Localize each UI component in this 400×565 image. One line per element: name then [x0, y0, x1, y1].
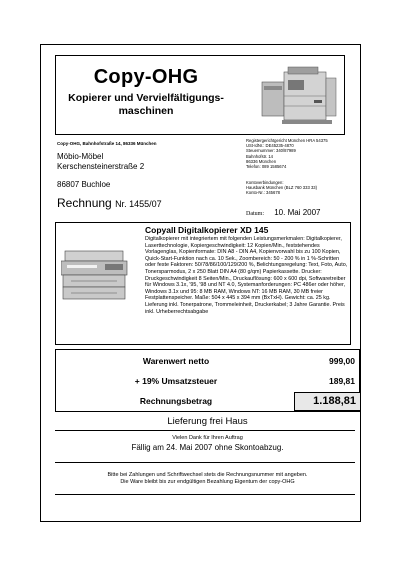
- product-description: Digitalkopierer mit integriertem mit folgenden Leistungsmerkmalen: Digitalkopierer, Laserttechnologie, Kopiergeschwindigkeit: 12 Kopien/Min., feststehendes Vorlagenglas, Kopienformate: DIN A8 - DIN A4, Kopienvorwahl bis zu 100 Kopien, Quick-Start-Funktion nach ca. 10 Sek., Zoombereich: 50 - 200 % in 1 %-Schritten oder feste Faktoren: 50/78/86/100/129/200 %, Belichtungsregelung: Text, Foto, Auto, Tonersparmodus, 2 x 250 Blatt DIN A4 (80 g/qm) Papierkassette. Drucker: Druckgeschwindigkeit 8 Seiten/Min., Druckauflösung: 600 x 600 dpi, Softwaretreiber für Windows 3.1x, '95, '98 und NT 4.0, Systemanforderungen: PC 486er oder höher, Windows 3.1x und 95: 8 MB RAM, Windows NT: 16 MB RAM, 30 MB freier Festplattenspeicher. Maße: 504 x 445 x 394 mm (BxTxH). Gewicht: ca. 25 kg. Lieferung inkl. Tonerpatrone, Trommeleinheit, Druckerkabel; 3 Jahre Garantie. Preis inkl. Urheberrechtsabgabe: [145, 236, 348, 315]
- payment-due: Fällig am 24. Mai 2007 ohne Skontoabzug.: [131, 443, 284, 452]
- info-line: Telefon: 089 1585674: [246, 164, 287, 170]
- thanks-note: Vielen Dank für Ihren Auftrag: [172, 435, 243, 441]
- production-copier-image: [254, 64, 340, 130]
- invoice-label: Rechnung: [57, 196, 112, 210]
- total-value: 1.188,81: [313, 395, 356, 407]
- sender-address-line: Copy-OHG, Bahnhofstraße 14, 86336 München: [57, 141, 157, 146]
- total-label: Rechnungsbetrag: [139, 396, 213, 406]
- footer-note: [55, 472, 360, 486]
- info-line: USt-IdNr.: DE45235-4870: [246, 143, 294, 149]
- bank-line: Konto-Nr.: 345678: [246, 190, 280, 196]
- product-title: Copyall Digitalkopierer XD 145: [145, 225, 269, 235]
- company-subtitle-line1: Kopierer und Vervielfältigungs-: [68, 92, 224, 104]
- totals-box: [55, 349, 360, 412]
- date-value: 10. Mai 2007: [274, 208, 321, 217]
- product-box: [55, 222, 351, 345]
- net-label: Warenwert netto: [142, 356, 210, 366]
- footer-line1: Bitte bei Zahlungen und Schriftwechsel stets die Rechnungsnummer mit angeben.: [107, 472, 308, 478]
- net-row: [56, 352, 359, 371]
- recipient-name: Möbio-Möbel: [57, 152, 104, 161]
- info-line: Steuernummer: 340/87989: [246, 148, 296, 154]
- recipient-city: 86807 Buchloe: [57, 180, 111, 189]
- footer-line2: Die Ware bleibt bis zur endgültigen Bezahlung Eigentum der copy-OHG: [120, 479, 295, 485]
- company-name: Copy-OHG: [93, 66, 199, 88]
- invoice-date: [246, 208, 321, 217]
- divider: [55, 430, 355, 431]
- company-subtitle: [56, 92, 236, 118]
- net-value: 999,00: [329, 356, 355, 366]
- info-line: Registergerichtgericht München HRA 54375: [246, 138, 328, 143]
- delivery-note: Lieferung frei Haus: [167, 416, 248, 427]
- bank-info: [246, 180, 366, 196]
- divider: [55, 494, 355, 495]
- tax-value: 189,81: [329, 376, 355, 386]
- invoice-heading: [57, 196, 162, 210]
- total-amount-box: [294, 392, 361, 411]
- divider: [55, 462, 355, 463]
- info-line: Bahnhofstr. 14: [246, 153, 274, 159]
- company-register-info: [246, 138, 366, 169]
- info-line: 86336 München: [246, 158, 277, 164]
- tax-label: + 19% Umsatzsteuer: [134, 376, 218, 386]
- date-label: Datum:: [246, 211, 264, 217]
- letterhead-box: [55, 55, 345, 135]
- bank-line: Kontoverbindungen:: [246, 180, 284, 185]
- office-copier-image: [61, 245, 131, 303]
- tax-row: [56, 372, 359, 391]
- recipient-address: [57, 152, 144, 172]
- invoice-number: Nr. 1455/07: [115, 199, 162, 209]
- company-subtitle-line2: maschinen: [118, 105, 174, 117]
- bank-line: Hausbank München (BLZ 760 333 33): [246, 185, 317, 191]
- recipient-street: Kerschensteinerstraße 2: [57, 162, 145, 171]
- total-row: [56, 392, 359, 411]
